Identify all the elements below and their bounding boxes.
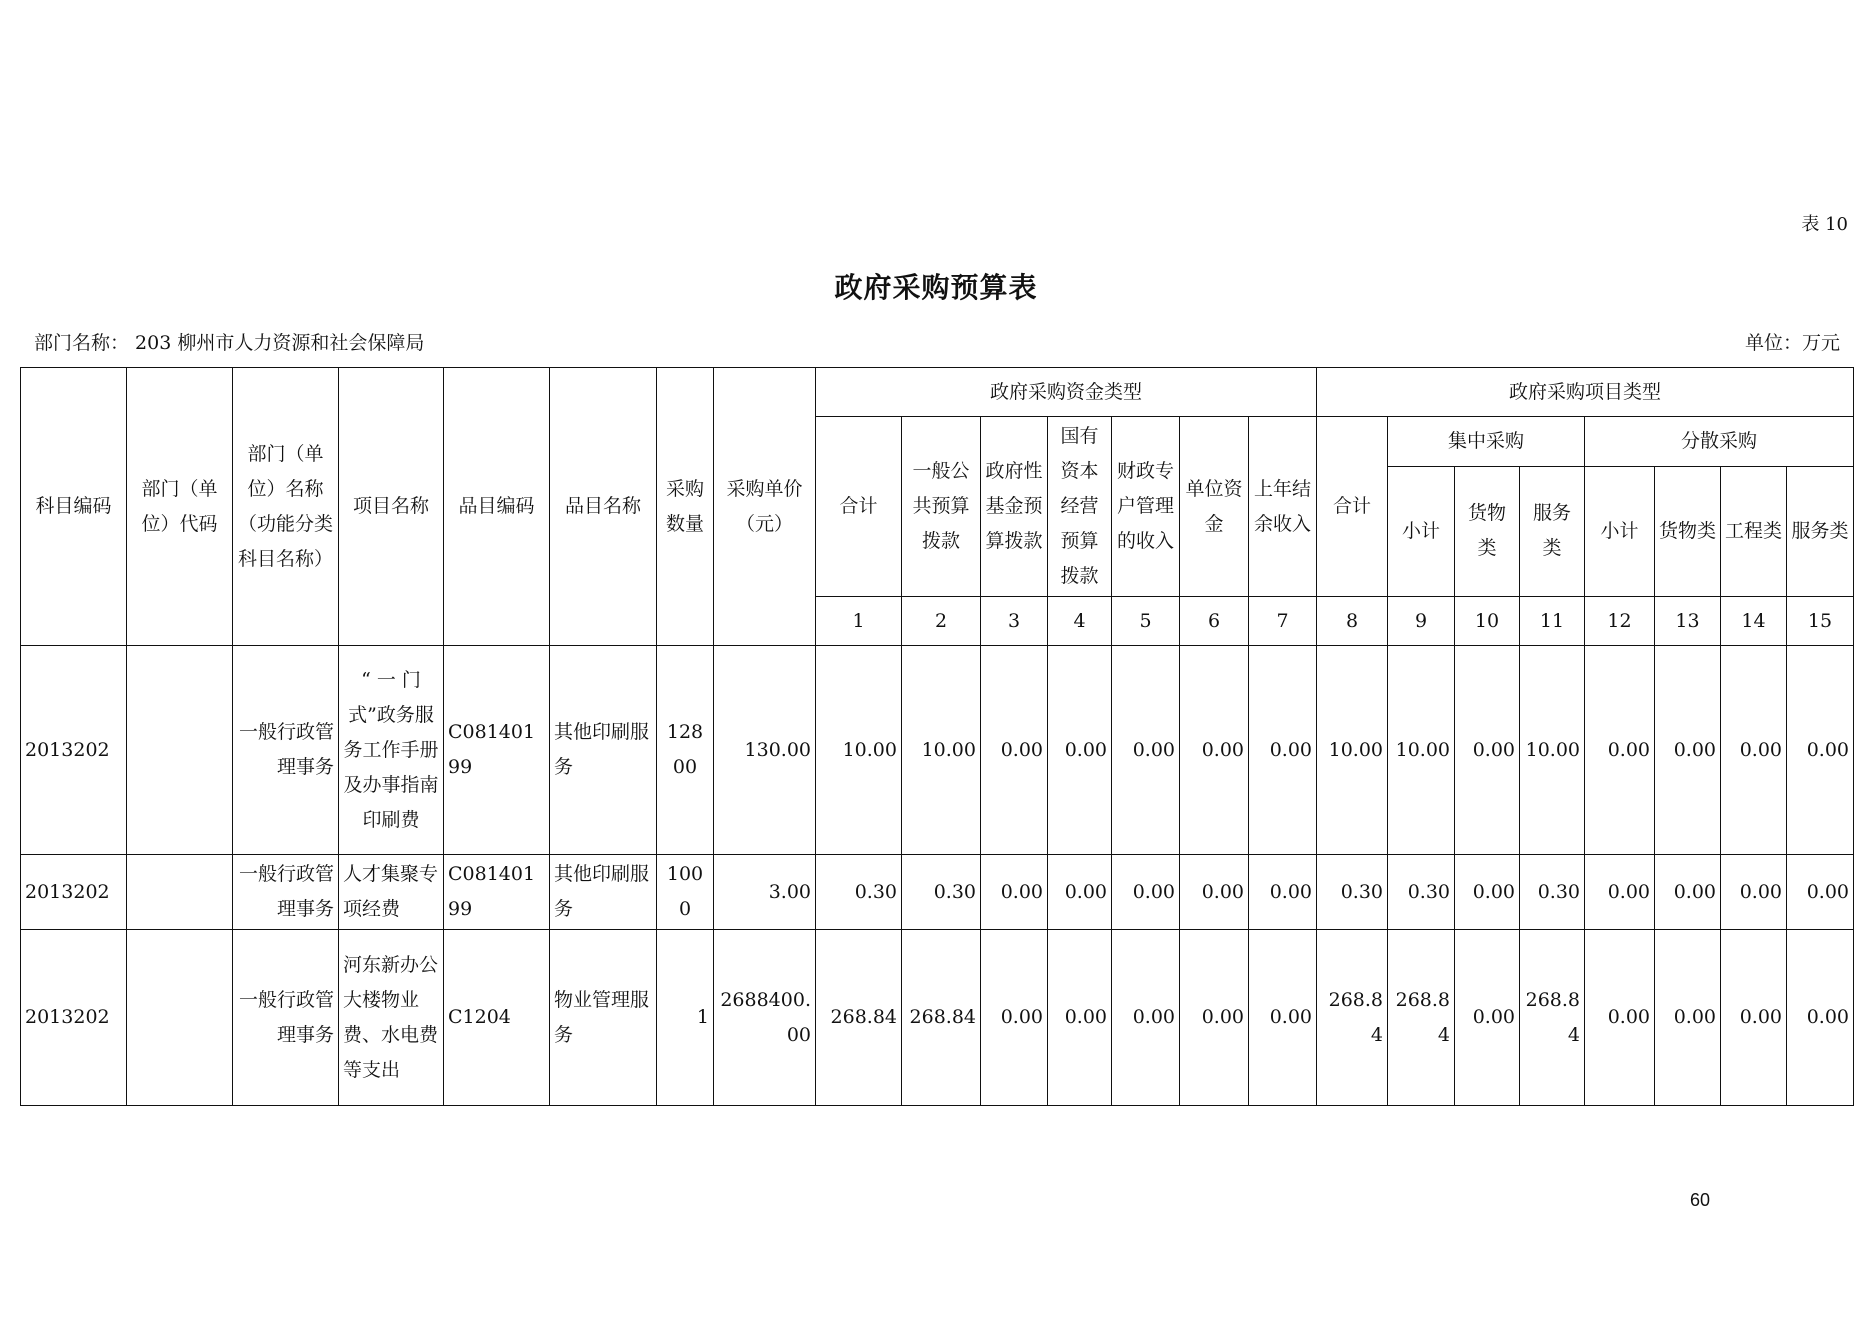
amount-cell: 0.00 xyxy=(981,855,1048,930)
amount-cell: 0.00 xyxy=(1249,855,1317,930)
column-number: 10 xyxy=(1455,597,1520,646)
column-number: 15 xyxy=(1787,597,1854,646)
column-number: 11 xyxy=(1520,597,1585,646)
amount-cell: 0.00 xyxy=(1455,855,1520,930)
dept-name-cell: 一般行政管理事务 xyxy=(233,930,339,1106)
page-title: 政府采购预算表 xyxy=(834,271,1038,304)
amount-cell: 0.00 xyxy=(1112,646,1180,855)
amount-cell: 0.30 xyxy=(902,855,981,930)
unit-price-cell: 130.00 xyxy=(714,646,816,855)
column-number: 1 xyxy=(816,597,902,646)
header-decentralized-subtotal: 小计 xyxy=(1585,466,1655,596)
header-project-total: 合计 xyxy=(1317,417,1388,597)
amount-cell: 10.00 xyxy=(1520,646,1585,855)
subject-code-cell: 2013202 xyxy=(21,930,127,1106)
amount-cell: 0.00 xyxy=(1048,646,1112,855)
dept-code-cell xyxy=(127,646,233,855)
header-dept-name: 部门（单位）名称（功能分类科目名称） xyxy=(233,368,339,646)
amount-cell: 0.00 xyxy=(1180,930,1249,1106)
header-unit-funds: 单位资金 xyxy=(1180,417,1249,597)
amount-cell: 268.84 xyxy=(816,930,902,1106)
amount-cell: 268.84 xyxy=(1317,930,1388,1106)
dept-name-cell: 一般行政管理事务 xyxy=(233,855,339,930)
table-row xyxy=(21,646,1854,855)
amount-cell: 10.00 xyxy=(1388,646,1455,855)
header-general-budget: 一般公共预算拨款 xyxy=(902,417,981,597)
header-prior-balance: 上年结余收入 xyxy=(1249,417,1317,597)
column-number: 9 xyxy=(1388,597,1455,646)
column-number: 12 xyxy=(1585,597,1655,646)
amount-cell: 0.00 xyxy=(1721,855,1787,930)
header-dept-code: 部门（单位）代码 xyxy=(127,368,233,646)
header-fund-total: 合计 xyxy=(816,417,902,597)
column-number: 4 xyxy=(1048,597,1112,646)
amount-cell: 0.00 xyxy=(1655,646,1721,855)
header-centralized-subtotal: 小计 xyxy=(1388,466,1455,596)
quantity-cell: 1000 xyxy=(657,855,714,930)
amount-cell: 0.00 xyxy=(1112,855,1180,930)
item-name-cell: 物业管理服务 xyxy=(550,930,657,1106)
amount-cell: 0.00 xyxy=(1180,646,1249,855)
header-centralized-goods: 货物类 xyxy=(1455,466,1520,596)
header-special-account: 财政专户管理的收入 xyxy=(1112,417,1180,597)
subject-code-cell: 2013202 xyxy=(21,646,127,855)
header-decentralized-goods: 货物类 xyxy=(1655,466,1721,596)
column-number: 5 xyxy=(1112,597,1180,646)
amount-cell: 0.00 xyxy=(1585,646,1655,855)
column-number: 7 xyxy=(1249,597,1317,646)
subject-code-cell: 2013202 xyxy=(21,855,127,930)
procurement-budget-table xyxy=(20,367,1854,1106)
amount-cell: 0.00 xyxy=(1455,646,1520,855)
amount-cell: 0.00 xyxy=(1249,930,1317,1106)
amount-cell: 0.00 xyxy=(1249,646,1317,855)
header-centralized: 集中采购 xyxy=(1388,417,1585,467)
amount-cell: 0.00 xyxy=(1655,930,1721,1106)
item-code-cell: C08140199 xyxy=(444,855,550,930)
header-decentralized-works: 工程类 xyxy=(1721,466,1787,596)
amount-cell: 268.84 xyxy=(1520,930,1585,1106)
header-project-name: 项目名称 xyxy=(339,368,444,646)
amount-cell: 0.00 xyxy=(1721,930,1787,1106)
amount-cell: 0.00 xyxy=(1787,930,1854,1106)
amount-cell: 0.00 xyxy=(1048,855,1112,930)
column-number: 8 xyxy=(1317,597,1388,646)
amount-cell: 10.00 xyxy=(1317,646,1388,855)
header-gov-fund: 政府性基金预算拨款 xyxy=(981,417,1048,597)
amount-cell: 0.30 xyxy=(1388,855,1455,930)
amount-cell: 0.30 xyxy=(1317,855,1388,930)
amount-cell: 268.84 xyxy=(902,930,981,1106)
header-unit-price: 采购单价（元） xyxy=(714,368,816,646)
amount-cell: 0.00 xyxy=(1787,646,1854,855)
table-number: 表 10 xyxy=(1801,214,1848,235)
amount-cell: 10.00 xyxy=(902,646,981,855)
amount-cell: 0.00 xyxy=(1787,855,1854,930)
column-number: 13 xyxy=(1655,597,1721,646)
table-row xyxy=(21,855,1854,930)
header-centralized-services: 服务类 xyxy=(1520,466,1585,596)
header-decentralized: 分散采购 xyxy=(1585,417,1854,467)
header-row-1 xyxy=(21,368,1854,417)
column-number: 3 xyxy=(981,597,1048,646)
header-state-capital: 国有资本经营预算拨款 xyxy=(1048,417,1112,597)
amount-cell: 0.00 xyxy=(1585,855,1655,930)
quantity-cell: 12800 xyxy=(657,646,714,855)
column-number: 6 xyxy=(1180,597,1249,646)
project-name-cell: 河东新办公大楼物业费、水电费等支出 xyxy=(339,930,444,1106)
header-item-name: 品目名称 xyxy=(550,368,657,646)
dept-code-cell xyxy=(127,930,233,1106)
item-code-cell: C08140199 xyxy=(444,646,550,855)
header-quantity: 采购数量 xyxy=(657,368,714,646)
quantity-cell: 1 xyxy=(657,930,714,1106)
page-number: 60 xyxy=(1690,1190,1711,1210)
item-code-cell: C1204 xyxy=(444,930,550,1106)
amount-cell: 0.30 xyxy=(1520,855,1585,930)
amount-cell: 0.30 xyxy=(816,855,902,930)
amount-cell: 0.00 xyxy=(981,646,1048,855)
table-row xyxy=(21,930,1854,1106)
amount-cell: 0.00 xyxy=(1048,930,1112,1106)
amount-cell: 0.00 xyxy=(1721,646,1787,855)
amount-cell: 0.00 xyxy=(1585,930,1655,1106)
item-name-cell: 其他印刷服务 xyxy=(550,646,657,855)
item-name-cell: 其他印刷服务 xyxy=(550,855,657,930)
department-name: 部门名称： 203 柳州市人力资源和社会保障局 xyxy=(34,332,425,354)
dept-name-cell: 一般行政管理事务 xyxy=(233,646,339,855)
project-name-cell: “ 一 门 式”政务服务工作手册及办事指南印刷费 xyxy=(339,646,444,855)
header-decentralized-services: 服务类 xyxy=(1787,466,1854,596)
dept-code-cell xyxy=(127,855,233,930)
header-project-type: 政府采购项目类型 xyxy=(1317,368,1854,417)
header-subject-code: 科目编码 xyxy=(21,368,127,646)
amount-cell: 0.00 xyxy=(1180,855,1249,930)
unit-price-cell: 2688400.00 xyxy=(714,930,816,1106)
amount-cell: 268.84 xyxy=(1388,930,1455,1106)
project-name-cell: 人才集聚专项经费 xyxy=(339,855,444,930)
unit-price-cell: 3.00 xyxy=(714,855,816,930)
amount-cell: 0.00 xyxy=(1455,930,1520,1106)
unit-label: 单位：万元 xyxy=(1744,332,1840,354)
amount-cell: 0.00 xyxy=(981,930,1048,1106)
column-number: 2 xyxy=(902,597,981,646)
header-item-code: 品目编码 xyxy=(444,368,550,646)
column-number: 14 xyxy=(1721,597,1787,646)
amount-cell: 0.00 xyxy=(1112,930,1180,1106)
header-fund-type: 政府采购资金类型 xyxy=(816,368,1317,417)
amount-cell: 10.00 xyxy=(816,646,902,855)
amount-cell: 0.00 xyxy=(1655,855,1721,930)
